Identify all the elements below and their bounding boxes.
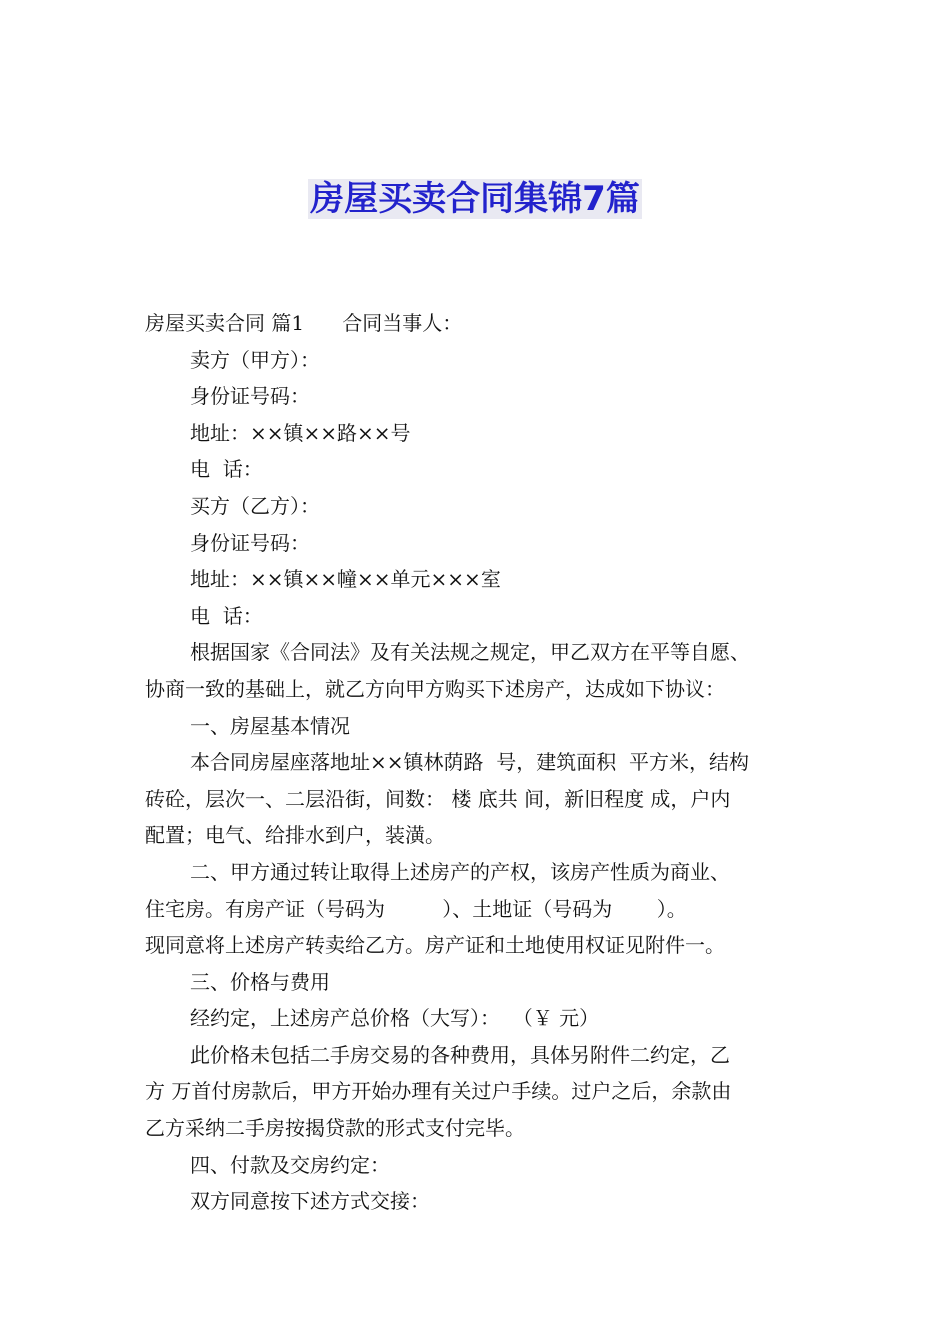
document-title-text: 房屋买卖合同集锦7篇 xyxy=(310,179,640,219)
text-line: 卖方（甲方）： xyxy=(190,347,320,372)
text-line: 地址：××镇××幢××单元×××室 xyxy=(190,567,501,592)
text-line: 根据国家《合同法》及有关法规之规定，甲乙双方在平等自愿、 xyxy=(190,640,750,665)
text-line: 一、房屋基本情况 xyxy=(190,713,350,738)
text-line: 买方（乙方）： xyxy=(190,493,320,518)
text-line: 双方同意按下述方式交接： xyxy=(190,1189,430,1214)
text-line: 本合同房屋座落地址××镇林荫路 号，建筑面积 平方米，结构 xyxy=(190,750,749,775)
text-line: 住宅房。有房产证（号码为 ）、土地证（号码为 ）。 xyxy=(145,896,687,921)
document-body xyxy=(145,305,835,1220)
text-line: 三、价格与费用 xyxy=(190,969,330,994)
document-title xyxy=(0,173,950,225)
text-line: 砖砼，层次一、二层沿街，间数： 楼 底共 间，新旧程度 成，户内 xyxy=(145,786,731,811)
text-line: 房屋买卖合同 篇1 合同当事人： xyxy=(145,311,463,335)
text-line: 身份证号码： xyxy=(190,530,310,555)
text-line: 配置；电气、给排水到户，装潢。 xyxy=(145,823,445,848)
text-line: 此价格未包括二手房交易的各种费用，具体另附件二约定，乙 xyxy=(190,1042,730,1067)
text-line: 四、付款及交房约定： xyxy=(190,1152,390,1177)
text-line: 二、甲方通过转让取得上述房产的产权，该房产性质为商业、 xyxy=(190,859,730,884)
text-line: 协商一致的基础上，就乙方向甲方购买下述房产，达成如下协议： xyxy=(145,676,725,701)
text-line: 经约定，上述房产总价格（大写）： （￥ 元） xyxy=(190,1006,600,1031)
text-line: 乙方采纳二手房按揭贷款的形式支付完毕。 xyxy=(145,1116,525,1141)
text-line: 身份证号码： xyxy=(190,384,310,409)
text-line: 地址：××镇××路××号 xyxy=(190,420,411,445)
text-line: 电 话： xyxy=(190,457,263,482)
text-line: 电 话： xyxy=(190,603,263,628)
text-line: 方 万首付房款后，甲方开始办理有关过户手续。过户之后，余款由 xyxy=(145,1079,732,1104)
text-line: 现同意将上述房产转卖给乙方。房产证和土地使用权证见附件一。 xyxy=(145,933,725,958)
